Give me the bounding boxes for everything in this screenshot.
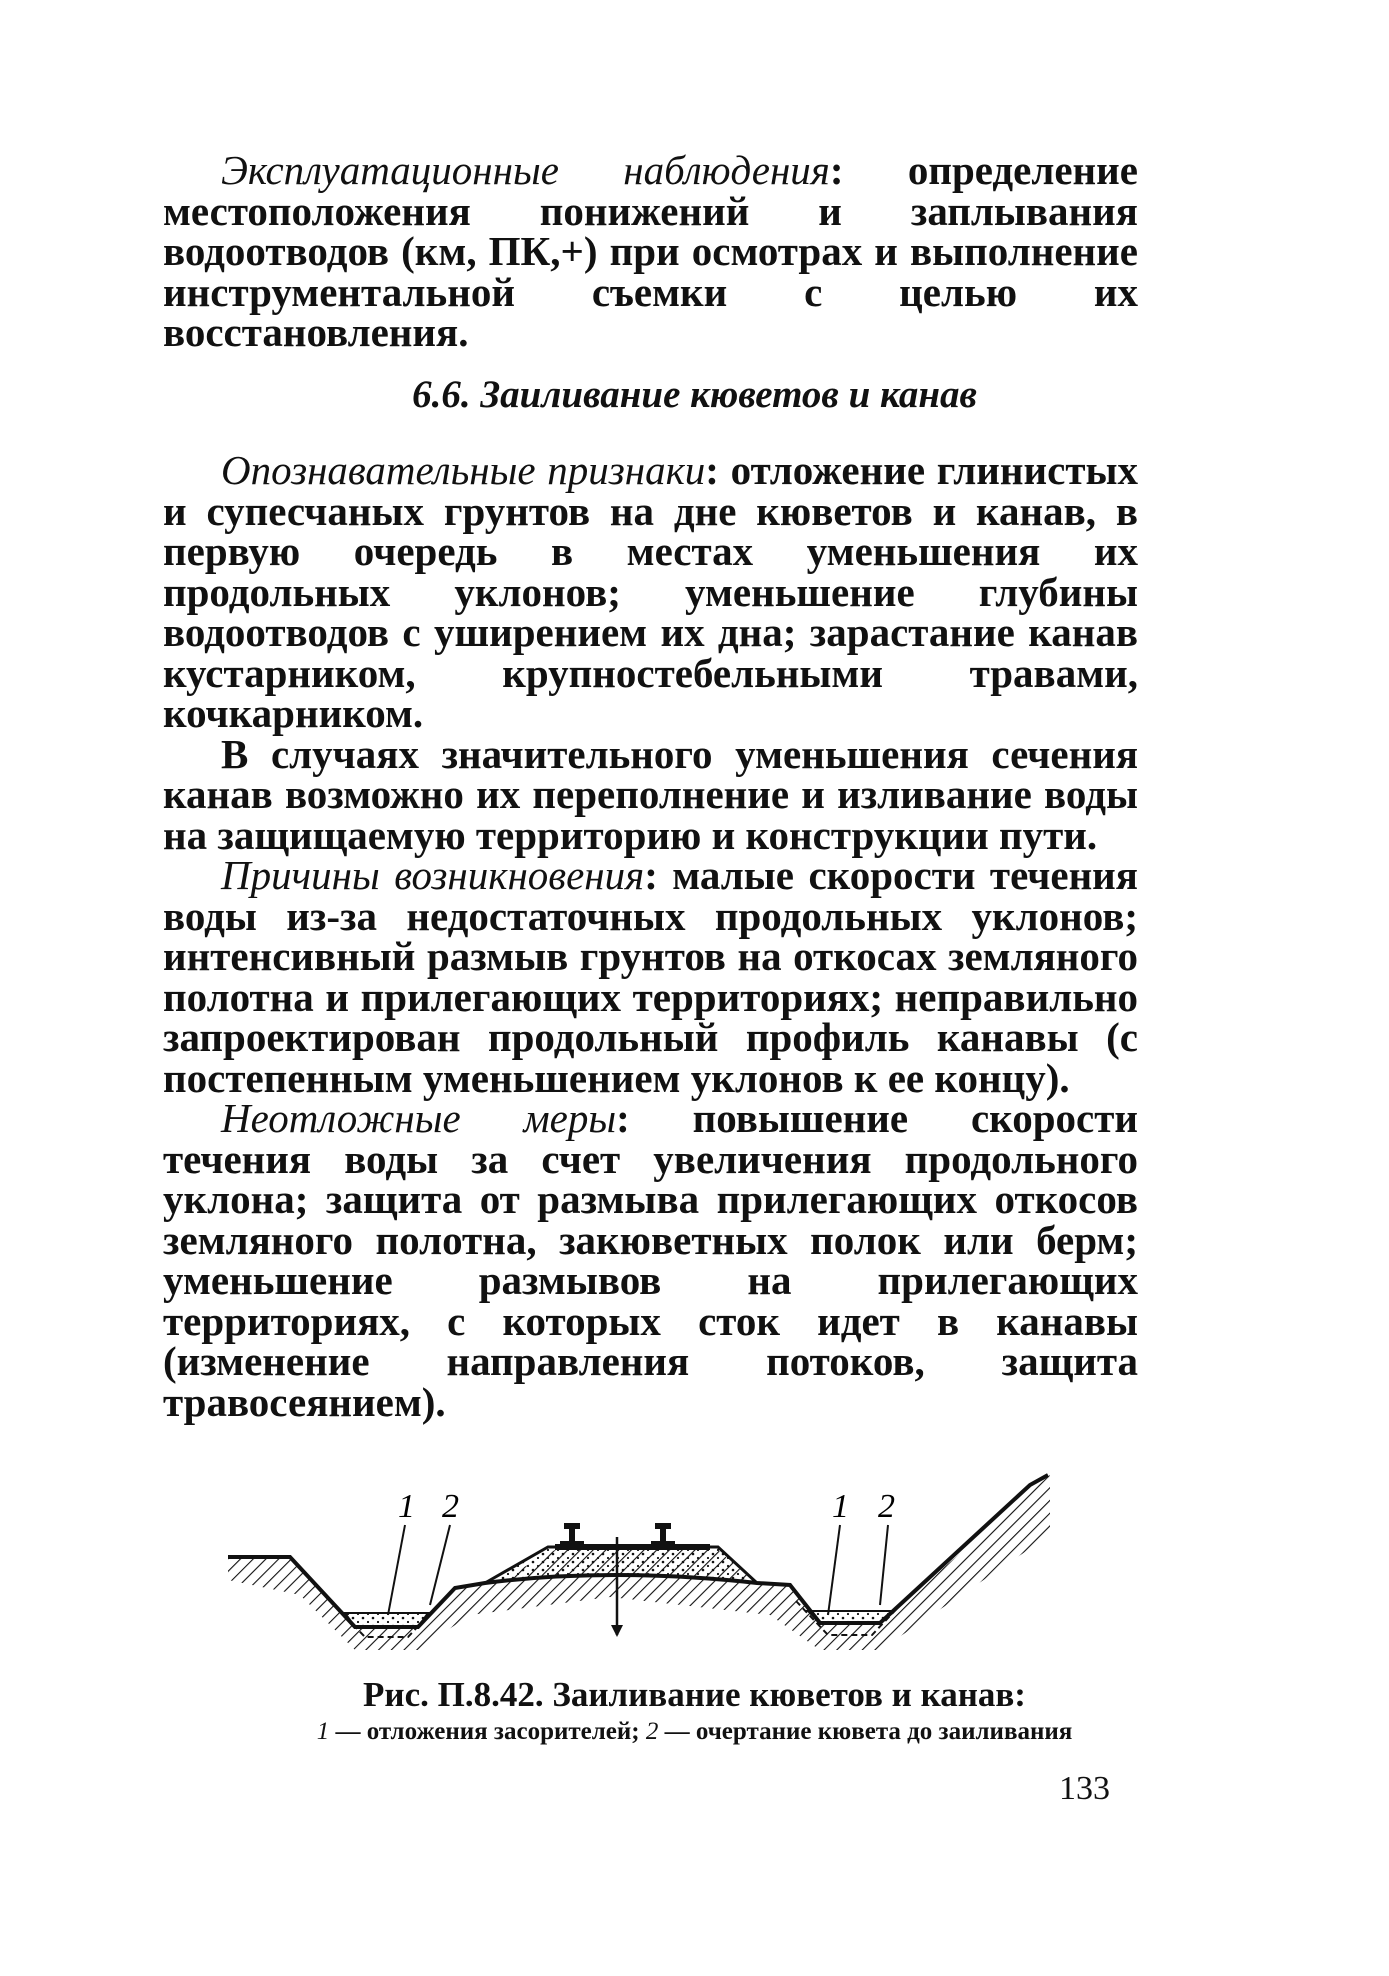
section-observations	[163, 147, 1138, 355]
paragraph-text: : отложение глинистых и супесчаных грунтов на дне кюветов и канав, в первую очередь в местах уменьшения их продольных уклонов; уменьшение глубины водоотводов с уширением их дна; зарастание канав кустарником, крупностебельными травами, кочкарником.	[163, 447, 1138, 736]
callout-label: 2	[878, 1488, 895, 1525]
legend-text: — отложения засорителей;	[329, 1718, 646, 1745]
callout-label: 1	[832, 1488, 849, 1525]
paragraph-label: Причины возникновения	[221, 852, 645, 898]
legend-number: 1	[316, 1718, 330, 1745]
legend-text: — очертание кювета до заиливания	[658, 1718, 1073, 1745]
callout-label: 2	[442, 1488, 459, 1525]
figure-caption: Рис. П.8.42. Заиливание кюветов и канав:	[363, 1675, 1026, 1714]
leader-line	[880, 1525, 888, 1605]
leader-line	[430, 1525, 450, 1605]
callout-label: 1	[398, 1488, 415, 1525]
paragraph-text: : малые скорости течения воды из-за недостаточных продольных уклонов; интенсивный размыв грунтов на откосах земляного полотна и прилегающих территориях; неправильно запроектирован продольный профиль канавы (с постепенным уменьшением уклонов к ее концу).	[163, 852, 1138, 1101]
legend-number: 2	[645, 1718, 659, 1745]
paragraph-signs	[163, 447, 1138, 736]
section-heading: 6.6. Заиливание кюветов и канав	[412, 373, 977, 416]
figure-silting-diagram	[0, 1455, 1389, 1655]
rail-right	[651, 1523, 675, 1547]
paragraph-text: В случаях значительного уменьшения сечения канав возможно их переполнение и изливание воды на защищаемую территорию и конструкции пути.	[163, 730, 1138, 858]
paragraph-text: : определение местоположения понижений и заплывания водоотводов (км, ПК,+) при осмотрах и выполнение инструментальной съемки с целью их восстановления.	[163, 147, 1138, 355]
page-number: 133	[1059, 1770, 1110, 1807]
silt-deposit-right	[808, 1611, 892, 1623]
paragraph-measures	[163, 1095, 1138, 1425]
paragraph-label: Неотложные меры	[221, 1095, 617, 1141]
paragraph-overflow	[163, 730, 1138, 858]
rail-left	[560, 1523, 584, 1547]
paragraph-observations	[163, 147, 1138, 355]
leader-line	[828, 1525, 840, 1615]
cross-section-diagram	[0, 1455, 1389, 1655]
leader-line	[388, 1525, 405, 1615]
paragraph-label: Эксплуатационные наблюдения	[221, 147, 830, 193]
axis-arrow	[611, 1625, 623, 1637]
section-body	[163, 447, 1138, 1425]
figure-legend	[0, 1718, 1389, 1746]
paragraph-text: : повышение скорости течения воды за счет увеличения продольного уклона; защита от размыва прилегающих откосов земляного полотна, закюветных полок или берм; уменьшение размывов на прилегающих территориях, с которых сток идет в канавы (изменение направления потоков, защита травосеянием).	[163, 1095, 1138, 1425]
paragraph-label: Опознавательные признаки	[221, 447, 706, 493]
silt-deposit-left	[345, 1613, 428, 1627]
paragraph-causes	[163, 852, 1138, 1101]
